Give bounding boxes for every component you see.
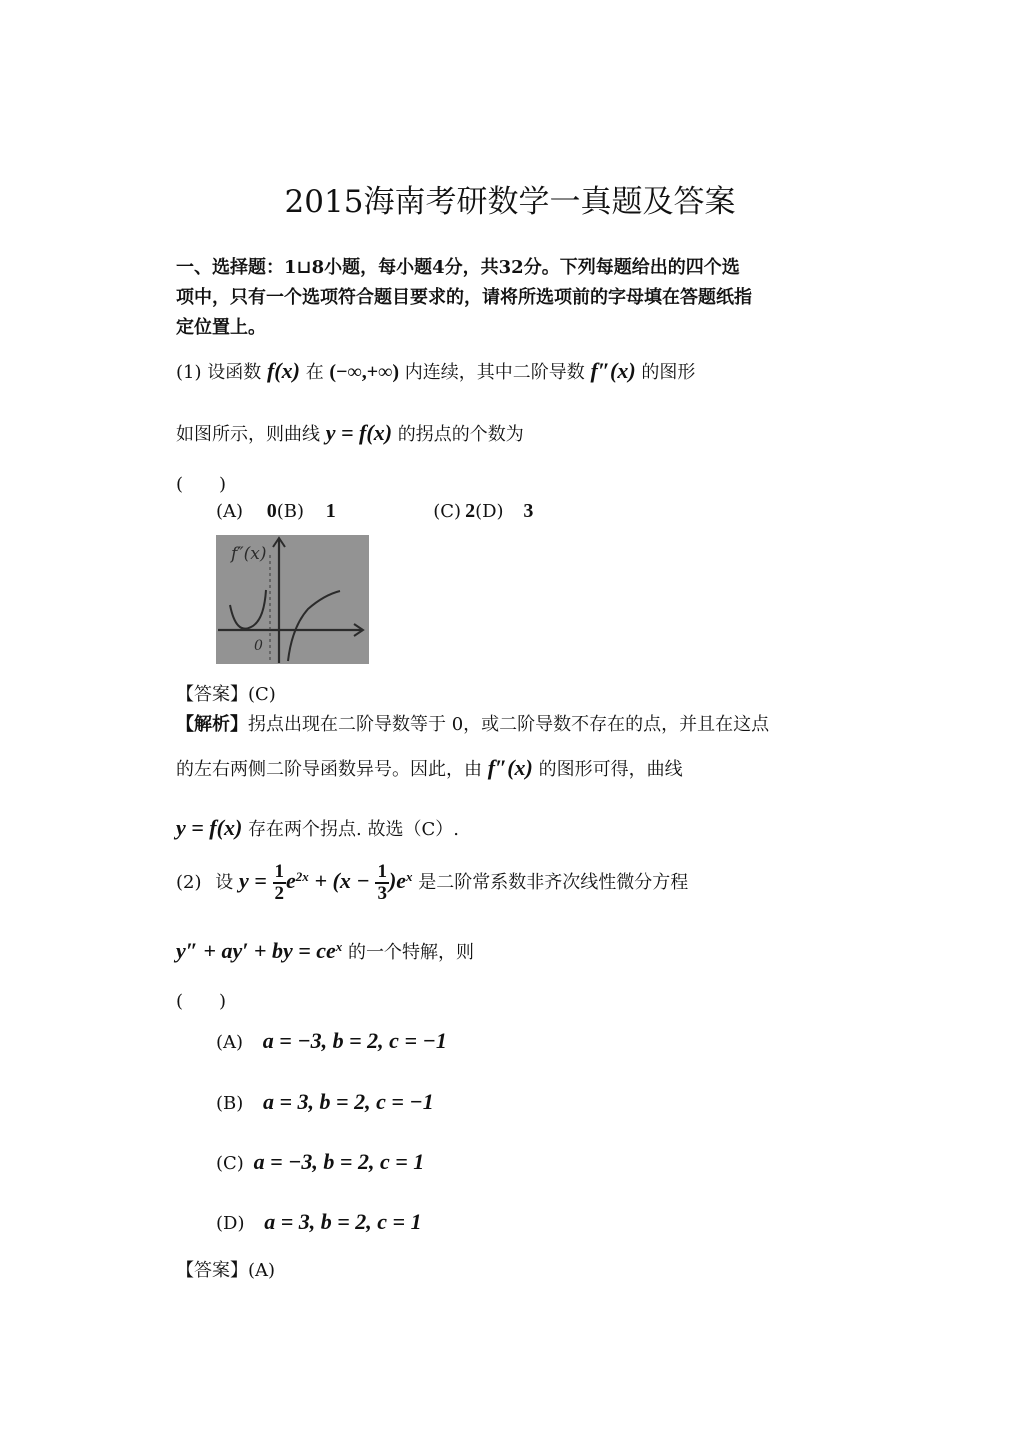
section-intro-line-2: 项中，只有一个选项符合题目要求的，请将所选项前的字母填在答题纸指 <box>176 287 752 308</box>
graph-label: f″(x) <box>231 544 267 564</box>
page-title: 2015海南考研数学一真题及答案 <box>284 184 736 220</box>
formula-interval: (−∞,+∞) <box>329 361 400 383</box>
option-a-value: 0 <box>266 500 277 522</box>
option-b-value: 1 <box>325 500 336 522</box>
question-2-stem-line-1: (2) 设 y = $\frac{1}{2}$ $e^{2x} + (x$ − $\frac{1}{3}$ )$e^x$ 是二阶常系数非齐次线性微分方程 <box>176 861 689 904</box>
second-derivative-graph-photo <box>216 535 369 664</box>
question-2-option-c: (C) a = −3, b = 2, c = 1 <box>216 1149 425 1174</box>
question-2-answer-blank: ( ) <box>176 991 227 1012</box>
question-2-answer: 【答案】(A) <box>176 1260 276 1281</box>
option-c-label: (C) <box>433 501 462 522</box>
formula-y-eq-f-x: y = f(x) <box>325 420 393 445</box>
option-d-value: 3 <box>523 500 534 522</box>
option-d-label: (D) <box>475 501 504 522</box>
section-intro-line-3: 定位置上。 <box>176 317 266 338</box>
option-a-label: (A) <box>216 501 244 522</box>
graph-sketch <box>216 535 369 664</box>
question-1-answer-blank: ( ) <box>176 474 227 495</box>
option-c-value: 2 <box>465 500 476 522</box>
fraction-one-half: $\frac{1}{2}$ <box>274 861 285 904</box>
analysis-heading: 【解析】 <box>176 714 248 735</box>
option-b-label: (B) <box>276 501 305 522</box>
question-2-number: (2) <box>176 872 202 893</box>
formula-ode: y″ + ay′ + by = ce <box>176 938 336 963</box>
question-2-option-d: (D) a = 3, b = 2, c = 1 <box>216 1209 422 1234</box>
section-intro-line-1: 一、选择题：1⊔8小题，每小题4分，共32分。下列每题给出的四个选 <box>176 257 740 278</box>
question-2-option-a: (A) a = −3, b = 2, c = −1 <box>216 1028 447 1053</box>
graph-origin-label: 0 <box>254 638 263 654</box>
formula-second-derivative: f″(x) <box>590 358 636 383</box>
formula-f-x: f(x) <box>266 358 300 383</box>
question-1-number: (1) <box>176 362 202 383</box>
question-2-option-b: (B) a = 3, b = 2, c = −1 <box>216 1089 434 1114</box>
question-1-analysis-line-2: 的左右两侧二阶导函数异号。因此，由 f″(x) 的图形可得，曲线 <box>176 755 683 780</box>
question-1-analysis-line-3: y = f(x) 存在两个拐点. 故选（C）. <box>176 815 459 840</box>
formula-second-derivative: f″(x) <box>487 755 533 780</box>
question-1-answer: 【答案】(C) <box>176 684 276 705</box>
question-2-stem-line-2: y″ + ay′ + by = $ce^x$ 的一个特解，则 <box>176 938 475 963</box>
formula-y-eq-f-x: y = f(x) <box>176 815 243 840</box>
question-1-stem-line-2: 如图所示，则曲线 y = f(x) 的拐点的个数为 <box>176 420 524 445</box>
question-1-analysis-line-1: 【解析】拐点出现在二阶导数等于 0，或二阶导数不存在的点，并且在这点 <box>176 714 770 735</box>
fraction-one-third: $\frac{1}{3}$ <box>377 861 387 904</box>
question-1-stem-line-1: (1) 设函数 f(x) 在 (−∞,+∞) 内连续，其中二阶导数 f″(x) 的图形 <box>176 358 696 383</box>
question-1-options <box>216 500 533 523</box>
